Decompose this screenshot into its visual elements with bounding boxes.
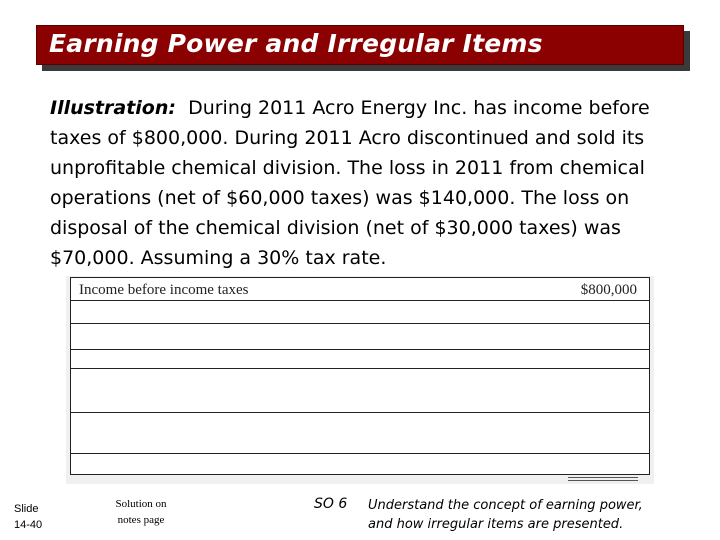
table-row <box>71 412 649 453</box>
study-objective-line-1: Understand the concept of earning power, <box>368 498 643 513</box>
illustration-paragraph <box>50 93 690 273</box>
table-row <box>71 453 649 475</box>
table-row <box>71 368 649 412</box>
table-row-header <box>71 278 649 300</box>
slide-label: Slide <box>14 503 39 515</box>
notes-reference <box>108 496 174 528</box>
notes-line-1: Solution on <box>115 498 167 510</box>
slide-number <box>14 501 42 533</box>
income-before-taxes-label: Income before income taxes <box>79 282 249 298</box>
study-objective-text <box>368 496 713 534</box>
title-bar <box>36 25 684 65</box>
notes-line-2: notes page <box>117 514 165 526</box>
total-double-underline <box>568 477 638 481</box>
table-row <box>71 300 649 323</box>
table-row <box>71 323 649 349</box>
study-objective-label: SO 6 <box>314 496 348 512</box>
income-statement-table <box>70 277 650 475</box>
table-row <box>71 349 649 368</box>
illustration-text: During 2011 Acro Energy Inc. has income before taxes of $800,000. During 2011 Acro discontinued and sold its unprofitable chemical division. The loss in 2011 from chemical operations (net of $60,000 taxes) was $140,000. The loss on disposal of the chemical division (net of $30,000 taxes) was $70,000. Assuming a 30% tax rate. <box>50 97 650 269</box>
study-objective-line-2: and how irregular items are presented. <box>368 517 624 532</box>
income-before-taxes-value: $800,000 <box>580 282 637 298</box>
illustration-label: Illustration: <box>50 97 176 119</box>
slide-number-value: 14-40 <box>14 519 43 531</box>
slide-title: Earning Power and Irregular Items <box>49 29 543 58</box>
